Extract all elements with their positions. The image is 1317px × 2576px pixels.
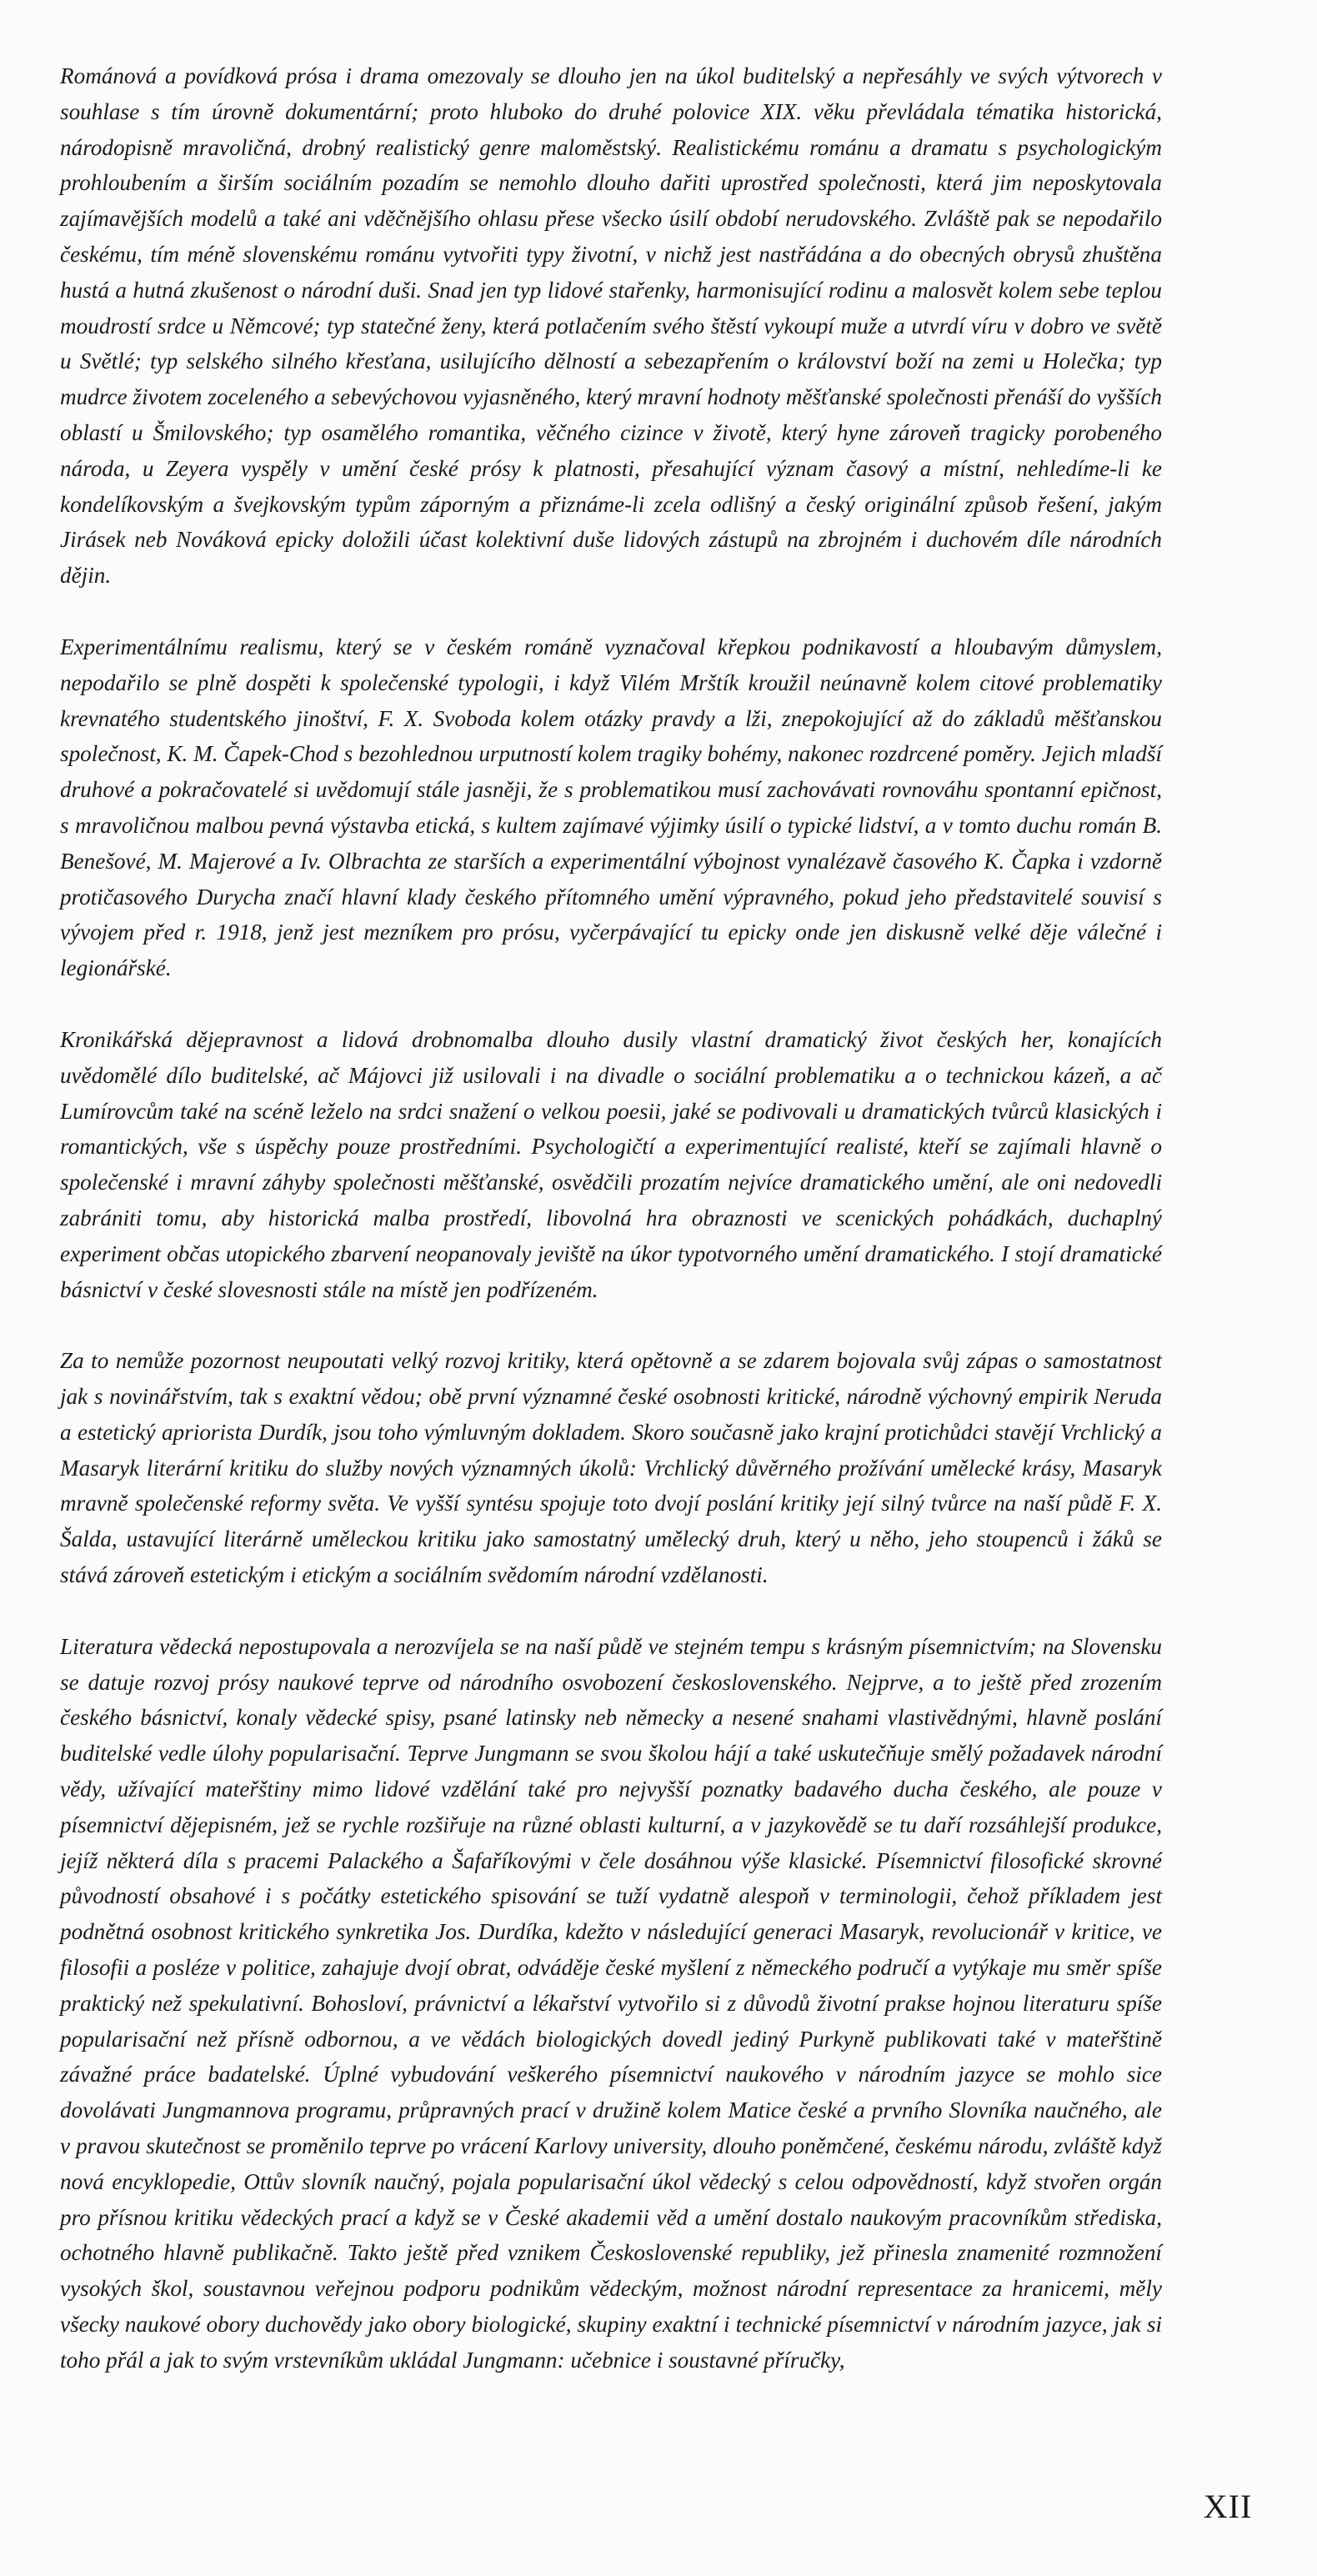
- paragraph-criticism: Za to nemůže pozornost neupoutati velký rozvoj kritiky, která opětovně a se zdarem bojovala svůj zápas o samostatnost jak s novinářstvím, tak s exaktní vědou; obě první významné české osobnosti kritické, národně výchovný empirik Neruda a estetický apriorista Durdík, jsou toho výmluvným dokladem. Skoro současně jako krajní protichůdci stavějí Vrchlický a Masaryk literární kritiku do služby nových významných úkolů: Vrchlický důvěrného prožívání umělecké krásy, Masaryk mravně společenské reformy světa. Ve vyšší syntésu spojuje toto dvojí poslání kritiky její silný tvůrce na naší půdě F. X. Šalda, ustavující literárně uměleckou kritiku jako samostatný umělecký druh, který u něho, jeho stoupenců i žáků se stává zároveň estetickým i etickým a sociálním svědomím národní vzdělanosti.: [60, 1348, 1162, 1588]
- page-number: XII: [1203, 2488, 1253, 2525]
- paragraph-drama: Kronikářská dějepravnost a lidová drobnomalba dlouho dusily vlastní dramatický život českých her, konajících uvědomělé dílo buditelské, ač Májovci již usilovali i na divadle o sociální problematiku a o technickou kázeň, a ač Lumírovcům také na scéně leželo na srdci snažení o velkou poesii, jaké se podivovali u dramatických tvůrců klasických i romantických, vše s úspěchy pouze prostředními. Psychologičtí a experimentující realisté, kteří se zajímali hlavně o společenské i mravní záhyby společnosti měšťanské, osvědčili prozatím nejvíce dramatického umění, ale oni nedovedli zabrániti tomu, aby historická malba prostředí, libovolná hra obraznosti ve scenických pohádkách, duchaplný experiment občas utopického zbarvení neopanovaly jeviště na úkor typotvorného umění dramatického. I stojí dramatické básnictví v české slovesnosti stále na místě jen podřízeném.: [60, 1026, 1162, 1302]
- paragraph-experimental-realism: Experimentálnímu realismu, který se v českém románě vyznačoval křepkou podnikavostí a hloubavým důmyslem, nepodařilo se plně dospěti k společenské typologii, i když Vilém Mrštík kroužil neúnavně kolem citové problematiky krevnatého studentského jinoštví, F. X. Svoboda kolem otázky pravdy a lži, znepokojující až do základů měšťanskou společnost, K. M. Čapek-Chod s bezohlednou urputností kolem tragiky bohémy, nakonec rozdrcené poměry. Jejich mladší druhové a pokračovatelé si uvědomují stále jasněji, že s problematikou musí zachovávati rovnováhu spontanní epičnost, s mravoličnou malbou pevná výstavba etická, s kultem zajímavé výjimky úsilí o typické lidství, a v tomto duchu román B. Benešové, M. Majerové a Iv. Olbrachta ze starších a experimentální výbojnost vynalézavě časového K. Čapka i vzdorně protičasového Durycha značí hlavní klady českého přítomného umění výpravného, pokud jeho představitelé souvisí s vývojem před r. 1918, jenž jest mezníkem pro prósu, vyčerpávající tu epicky onde jen diskusně velké děje válečné i legionářské.: [60, 634, 1162, 981]
- paragraph-scientific-literature: Literatura vědecká nepostupovala a nerozvíjela se na naší půdě ve stejném tempu s krásným písemnictvím; na Slovensku se datuje rozvoj prósy naukové teprve od národního osvobození československého. Nejprve, a to ještě před zrozením českého básnictví, konaly vědecké spisy, psané latinsky neb německy a nesené snahami vlastivědnými, hlavně poslání buditelské vedle úlohy popularisační. Teprve Jungmann se svou školou hájí a také uskutečňuje smělý požadavek národní vědy, užívající mateřštiny mimo lidové vzdělání také pro nejvyšší poznatky badavého ducha českého, ale pouze v písemnictví dějepisném, jež se rychle rozšiřuje na různé oblasti kulturní, a v jazykovědě se tu daří rozsáhlejší produkce, jejíž některá díla s pracemi Palackého a Šafaříkovými v čele dosáhnou výše klasické. Písemnictví filosofické skrovné původností obsahové i s počátky estetického spisování se tuží vydatně alespoň v terminologii, čehož příkladem jest podnětná osobnost kritického synkretika Jos. Durdíka, kdežto v následující generaci Masaryk, revolucionář v kritice, ve filosofii a posléze v politice, zahajuje dvojí obrat, odváděje české myšlení z německého područí a vytýkaje mu směr spíše praktický než spekulativní. Bohosloví, právnictví a lékařství vytvořilo si z důvodů životní prakse hojnou literaturu spíše popularisační než přísně odbornou, a ve vědách biologických dovedl jediný Purkyně publikovati také v mateřštině závažné práce badatelské. Úplné vybudování veškerého písemnictví naukového v národním jazyce se mohlo sice dovolávati Jungmannova programu, průpravných prací v družině kolem Matice české a prvního Slovníka naučného, ale v pravou skutečnost se proměnilo teprve po vrácení Karlovy university, dlouho poněmčené, českému národu, zvláště když nová encyklopedie, Ottův slovník naučný, pojala popularisační úkol vědecký s celou odpovědností, když stvořen orgán pro přísnou kritiku vědeckých prací a když se v České akademii věd a umění dostalo naukovým pracovníkům střediska, ochotného hlavně publikačně. Takto ještě před vznikem Československé republiky, jež přinesla znamenité rozmnožení vysokých škol, soustavnou veřejnou podporu podnikům vědeckým, možnost národní representace za hranicemi, měly všecky naukové obory duchovědy jako obory biologické, skupiny exaktní i technické písemnictví v národním jazyce, jak si toho přál a jak to svým vrstevníkům ukládal Jungmann: učebnice i soustavné příručky,: [60, 1633, 1162, 2373]
- paragraph-prose-drama: Románová a povídková prósa i drama omezovaly se dlouho jen na úkol buditelský a nepřesáhly ve svých výtvorech v souhlase s tím úrovně dokumentární; proto hluboko do druhé polovice XIX. věku převládala tématika historická, národopisně mravoličná, drobný realistický genre maloměstský. Realistickému románu a dramatu s psychologickým prohloubením a širším sociálním pozadím se nemohlo dlouho dařiti uprostřed společnosti, která jim neposkytovala zajímavějších modelů a také ani vděčnějšího ohlasu přese všecko úsilí období nerudovského. Zvláště pak se nepodařilo českému, tím méně slovenskému románu vytvořiti typy životní, v nichž jest nastřádána a do obecných obrysů zhuštěna hustá a hutná zkušenost o národní duši. Snad jen typ lidové stařenky, harmonisující rodinu a malosvět kolem sebe teplou moudrostí srdce u Němcové; typ statečné ženy, která potlačením svého štěstí vykoupí muže a utvrdí víru v dobro ve světě u Světlé; typ selského silného křesťana, usilujícího dělností a sebezapřením o království boží na zemi u Holečka; typ mudrce životem zoceleného a sebevýchovou vyjasněného, který mravní hodnoty měšťanské společnosti přenáší do vyšších oblastí u Šmilovského; typ osamělého romantika, věčného cizince v životě, který hyne zároveň tragicky porobeného národa, u Zeyera vyspěly v umění české prósy k platnosti, přesahující význam časový a místní, nehledíme-li ke kondelíkovským a švejkovským typům záporným a přiznáme-li zcela odlišný a český originální způsob řešení, jakým Jirásek neb Nováková epicky doložili účast kolektivní duše lidových zástupů na zbrojném i duchovém díle národních dějin.: [60, 63, 1162, 589]
- text-column: [60, 58, 1162, 2378]
